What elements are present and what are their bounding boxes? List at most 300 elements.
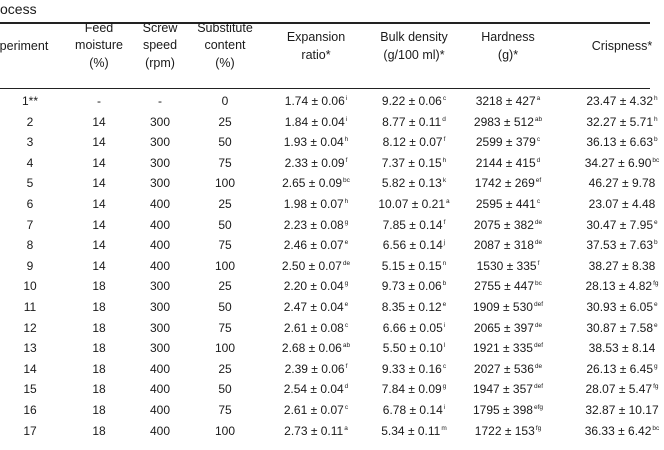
significance-letter: bc [652,156,660,164]
cell-value: 5.34 ± 0.11 [381,423,441,438]
significance-letter: e [654,218,658,226]
cell-value: 400 [149,382,171,397]
cell-value: 25 [218,114,232,129]
significance-letter: de [534,239,543,247]
cell-value: 2.20 ± 0.04 [283,279,344,294]
significance-letter: b [654,239,658,247]
cell-value: 36.13 ± 6.63 [586,135,653,150]
cell-value: 2.54 ± 0.04 [283,382,344,397]
cell-value: 18 [92,382,106,397]
table-row-cell [266,260,366,273]
table-row-cell [580,95,664,108]
cell-value: 400 [149,403,171,417]
significance-letter: e [654,301,658,308]
table-row-cell [130,219,190,232]
cell-value: 30.47 ± 7.95 [586,217,653,232]
cell-value: 2.61 ± 0.07 [283,403,344,417]
cell-value: 400 [149,217,171,232]
column-header: (g)* [497,48,519,62]
cell-value: 1722 ± 153 [474,423,535,438]
cell-value: 25 [218,361,232,376]
cell-value: 300 [149,341,171,356]
column-header: content [204,38,246,52]
table-row-cell [64,136,134,149]
cell-value: 11 [23,300,37,314]
table-row-cell [266,301,366,314]
cell-value: 14 [92,238,106,253]
table-row-cell [366,280,462,293]
table-row-cell [463,157,553,170]
cell-value: 1.74 ± 0.06 [284,94,345,108]
table-row-cell [463,239,553,252]
table-row-cell [185,198,265,211]
cell-value: 23.47 ± 4.32 [586,94,653,108]
cell-value: 25 [218,279,232,294]
cell-value: 13 [23,341,37,356]
table-row-cell [185,157,265,170]
cell-value: - [97,94,101,108]
significance-letter: g [442,383,447,391]
significance-letter: e [344,301,349,308]
cell-value: 2.50 ± 0.07 [281,258,342,273]
cell-value: 50 [218,135,232,150]
cell-value: 8 [26,238,34,253]
cell-value: 14 [92,114,106,129]
significance-letter: ab [342,342,351,350]
table-row-cell [185,342,265,355]
table-row-cell [580,301,664,314]
cell-value: 32.87 ± 10.17 [585,403,659,417]
cell-value: 9.73 ± 0.06 [381,279,442,294]
cell-value: 6 [26,197,34,211]
table-row-cell [463,301,553,314]
table-row-cell [130,260,190,273]
table-row-cell [580,157,664,170]
cell-value: 46.27 ± 9.78 [588,176,656,191]
cell-value: 2065 ± 397 [473,320,534,335]
cell-value: 26.13 ± 6.45 [586,361,653,376]
cell-value: 4 [26,155,34,170]
cell-value: 16 [23,403,37,417]
cell-value: 38.53 ± 8.14 [588,341,656,356]
column-header: (rpm) [145,56,175,70]
cell-value: 14 [92,217,106,232]
significance-letter: fg [653,383,659,391]
cell-value: 5.50 ± 0.10 [382,341,443,356]
table-row-cell [64,177,134,190]
cell-value: 6.56 ± 0.14 [382,238,443,253]
cell-value: 100 [214,423,236,438]
significance-letter: de [534,218,543,226]
table-row-cell [366,363,462,376]
table-row-cell [185,260,265,273]
cell-value: 9 [26,258,34,273]
cell-value: 14 [92,197,106,211]
significance-letter: f [443,218,446,226]
table-row-cell [130,301,190,314]
table-row-cell [185,177,265,190]
significance-letter: b [442,280,447,288]
cell-value: 18 [92,403,106,417]
table-caption: ocess [0,1,37,17]
cell-value: 17 [23,423,37,438]
cell-value: 32.27 ± 5.71 [586,114,653,129]
cell-value: 6.66 ± 0.05 [382,320,443,335]
table-row-cell [366,342,462,355]
column-header: Screw [142,21,178,35]
cell-value: 400 [149,361,171,376]
significance-letter: def [533,301,544,308]
cell-value: 5 [26,176,34,191]
significance-letter: fg [653,280,659,288]
table-row-cell [130,157,190,170]
significance-letter: fg [535,424,542,432]
table-row-cell [463,425,553,438]
table-row-cell [580,425,664,438]
table-row-cell [64,301,134,314]
significance-letter: ef [535,177,542,185]
table-row-cell [366,157,462,170]
table-row-cell [366,383,462,396]
table-row-cell [185,363,265,376]
cell-value: 300 [149,300,171,314]
table-row-cell [185,95,265,108]
table-row-cell [64,198,134,211]
table-row-cell [64,383,134,396]
table-row-cell [366,260,462,273]
significance-letter: d [344,383,349,391]
table-row-cell [366,425,462,438]
table-row-cell [130,363,190,376]
cell-value: 25 [218,197,232,211]
significance-letter: h [344,198,349,205]
significance-letter: a [536,95,541,102]
table-row-cell [0,177,70,190]
table-row-cell [185,280,265,293]
cell-value: 18 [92,320,106,335]
significance-letter: a [344,424,348,432]
table-row-cell [130,425,190,438]
cell-value: 8.35 ± 0.12 [381,300,442,314]
significance-letter: c [536,136,541,144]
column-header: moisture [75,38,123,52]
table-row-cell [463,198,553,211]
table-row-cell [366,219,462,232]
cell-value: 2983 ± 512 [473,114,534,129]
table-row-cell [0,425,70,438]
cell-value: 300 [149,279,171,294]
cell-value: 1947 ± 357 [472,382,533,397]
table-row-cell [580,198,664,211]
cell-value: - [158,94,162,108]
table-row-cell [463,363,553,376]
table-row-cell [130,116,190,129]
significance-letter: def [533,342,544,350]
table-row-cell [580,342,664,355]
cell-value: 1** [21,94,38,108]
cell-value: 8.77 ± 0.11 [382,114,442,129]
cell-value: 5.82 ± 0.13 [381,176,442,191]
cell-value: 1.84 ± 0.04 [284,114,345,129]
cell-value: 38.27 ± 8.38 [588,258,656,273]
table-row-cell [366,177,462,190]
table-row-cell [463,342,553,355]
cell-value: 2.39 ± 0.06 [284,361,345,376]
cell-value: 2.23 ± 0.08 [283,217,344,232]
column-header: Feed [84,21,114,35]
cell-value: 18 [92,300,106,314]
table-row-cell [266,136,366,149]
cell-value: 7 [26,217,34,232]
significance-letter: de [534,321,543,329]
table-row-cell [64,280,134,293]
column-header: Expansion [286,30,346,44]
cell-value: 75 [218,403,232,417]
cell-value: 10.07 ± 0.21 [378,197,445,211]
column-header: Substitute [197,21,253,35]
significance-letter: def [533,383,544,391]
significance-letter: d [442,115,446,123]
significance-letter: ab [534,115,543,123]
cell-value: 34.27 ± 6.90 [584,155,652,170]
column-header: periment [0,39,49,53]
cell-value: 28.07 ± 5.47 [585,382,653,397]
significance-letter: b [654,136,658,144]
cell-value: 0 [221,94,229,108]
table-row-cell [130,322,190,335]
table-row-cell [64,404,134,417]
cell-value: 14 [92,135,106,150]
table-row-cell [266,198,366,211]
table-row-cell [366,322,462,335]
cell-value: 50 [218,382,232,397]
significance-letter: e [442,301,447,308]
table-row-cell [266,280,366,293]
cell-value: 300 [149,320,171,335]
table-row-cell [580,363,664,376]
significance-letter: m [441,424,447,432]
cell-value: 14 [23,361,37,376]
cell-value: 2755 ± 447 [474,279,535,294]
significance-letter: f [443,136,446,144]
cell-value: 75 [218,155,232,170]
cell-value: 75 [218,238,232,253]
cell-value: 2.68 ± 0.06 [281,341,342,356]
cell-value: 100 [214,258,236,273]
table-row-cell [185,404,265,417]
table-row-cell [0,301,70,314]
table-row-cell [0,342,70,355]
cell-value: 2 [26,114,34,129]
significance-letter: bc [535,280,542,288]
table-row-cell [64,363,134,376]
table-row-cell [266,425,366,438]
table-row-cell [185,322,265,335]
cell-value: 2027 ± 536 [473,361,534,376]
significance-letter: i [345,95,348,102]
table-row-cell [463,260,553,273]
table-row-cell [64,425,134,438]
cell-value: 300 [149,155,171,170]
table-row-cell [580,177,664,190]
cell-value: 14 [92,176,106,191]
table-row-cell [266,239,366,252]
table-row-cell [580,239,664,252]
cell-value: 14 [92,155,106,170]
cell-value: 36.33 ± 6.42 [584,423,652,438]
column-header: Crispness* [591,39,653,53]
cell-value: 2599 ± 379 [475,135,536,150]
cell-value: 300 [149,114,171,129]
table-row-cell [266,116,366,129]
column-header: (g/100 ml)* [383,48,445,62]
table-row-cell [366,198,462,211]
column-header: Hardness [481,30,535,44]
cell-value: 7.37 ± 0.15 [381,155,442,170]
table-row-cell [463,116,553,129]
column-header: Bulk density [380,30,448,44]
significance-letter: c [344,404,349,411]
cell-value: 1.93 ± 0.04 [283,135,344,150]
table-row-cell [580,136,664,149]
significance-letter: i [345,115,348,123]
cell-value: 300 [149,135,171,150]
cell-value: 100 [214,341,236,356]
significance-letter: c [442,362,447,370]
table-row-cell [580,260,664,273]
table-row-cell [366,95,462,108]
significance-letter: h [344,136,349,144]
cell-value: 18 [92,279,106,294]
table-row-cell [0,404,70,417]
table-row-cell [463,95,553,108]
table-row-cell [463,136,553,149]
table-row-cell [130,280,190,293]
cell-value: 400 [149,423,171,438]
cell-value: 400 [149,258,171,273]
table-row-cell [64,322,134,335]
significance-letter: i [443,321,446,329]
table-row-cell [266,322,366,335]
significance-letter: c [442,95,447,102]
significance-letter: g [344,218,349,226]
cell-value: 6.78 ± 0.14 [382,403,443,417]
table-row-cell [64,95,134,108]
table-row-cell [185,239,265,252]
table-row-cell [580,383,664,396]
table-row-cell [130,177,190,190]
table-row-cell [580,219,664,232]
cell-value: 9.22 ± 0.06 [381,94,442,108]
cell-value: 1921 ± 335 [472,341,533,356]
table-row-cell [266,157,366,170]
table-row-cell [130,198,190,211]
cell-value: 1742 ± 269 [474,176,535,191]
significance-letter: h [654,115,658,123]
table-row-cell [463,177,553,190]
table-row-cell [0,363,70,376]
table-row-cell [266,363,366,376]
table-row-cell [130,404,190,417]
significance-letter: efg [533,404,544,411]
significance-letter: bc [343,177,350,185]
table-row-cell [366,404,462,417]
table-row-cell [463,383,553,396]
table-row-cell [185,383,265,396]
table-row-cell [463,280,553,293]
significance-letter: e [344,239,349,247]
table-row-cell [64,342,134,355]
cell-value: 5.15 ± 0.15 [381,258,442,273]
table-row-cell [130,95,190,108]
cell-value: 14 [92,258,106,273]
significance-letter: c [344,321,349,329]
cell-value: 28.13 ± 4.82 [585,279,653,294]
significance-letter: f [537,259,540,267]
cell-value: 2.46 ± 0.07 [283,238,344,253]
table-row-cell [0,198,70,211]
cell-value: 2075 ± 382 [473,217,534,232]
cell-value: 400 [149,238,171,253]
table-row-cell [266,95,366,108]
table-row-cell [463,322,553,335]
column-header: (%) [215,56,235,70]
cell-value: 10 [23,279,37,294]
cell-value: 12 [23,320,37,335]
cell-value: 30.93 ± 6.05 [586,300,653,314]
cell-value: 2595 ± 441 [475,197,536,211]
table-row-cell [64,260,134,273]
cell-value: 1.98 ± 0.07 [283,197,344,211]
significance-letter: h [442,156,447,164]
cell-value: 7.84 ± 0.09 [381,382,442,397]
significance-letter: c [536,198,541,205]
table-row-cell [366,301,462,314]
cell-value: 1909 ± 530 [472,300,533,314]
cell-value: 18 [92,423,106,438]
table-row-cell [130,383,190,396]
table-row-cell [0,157,70,170]
significance-letter: i [443,404,446,411]
significance-letter: g [654,362,658,370]
cell-value: 2.47 ± 0.04 [283,300,344,314]
significance-letter: de [342,259,351,267]
significance-letter: g [344,280,349,288]
significance-letter: h [654,95,658,102]
significance-letter: f [345,362,348,370]
table-row-cell [64,239,134,252]
table-row-cell [64,219,134,232]
table-row-cell [0,219,70,232]
table-row-cell [0,95,70,108]
column-header: ratio* [301,48,331,62]
cell-value: 75 [218,320,232,335]
header-rule [0,88,650,89]
cell-value: 300 [149,176,171,191]
cell-value: 2.61 ± 0.08 [283,320,344,335]
cell-value: 7.85 ± 0.14 [382,217,443,232]
cell-value: 2.33 ± 0.09 [284,155,345,170]
significance-letter: bc [652,424,660,432]
table-row-cell [266,383,366,396]
table-row-cell [0,136,70,149]
significance-letter: de [534,362,543,370]
cell-value: 2087 ± 318 [473,238,534,253]
cell-value: 8.12 ± 0.07 [382,135,443,150]
cell-value: 1795 ± 398 [472,403,533,417]
cell-value: 50 [218,217,232,232]
cell-value: 18 [92,361,106,376]
